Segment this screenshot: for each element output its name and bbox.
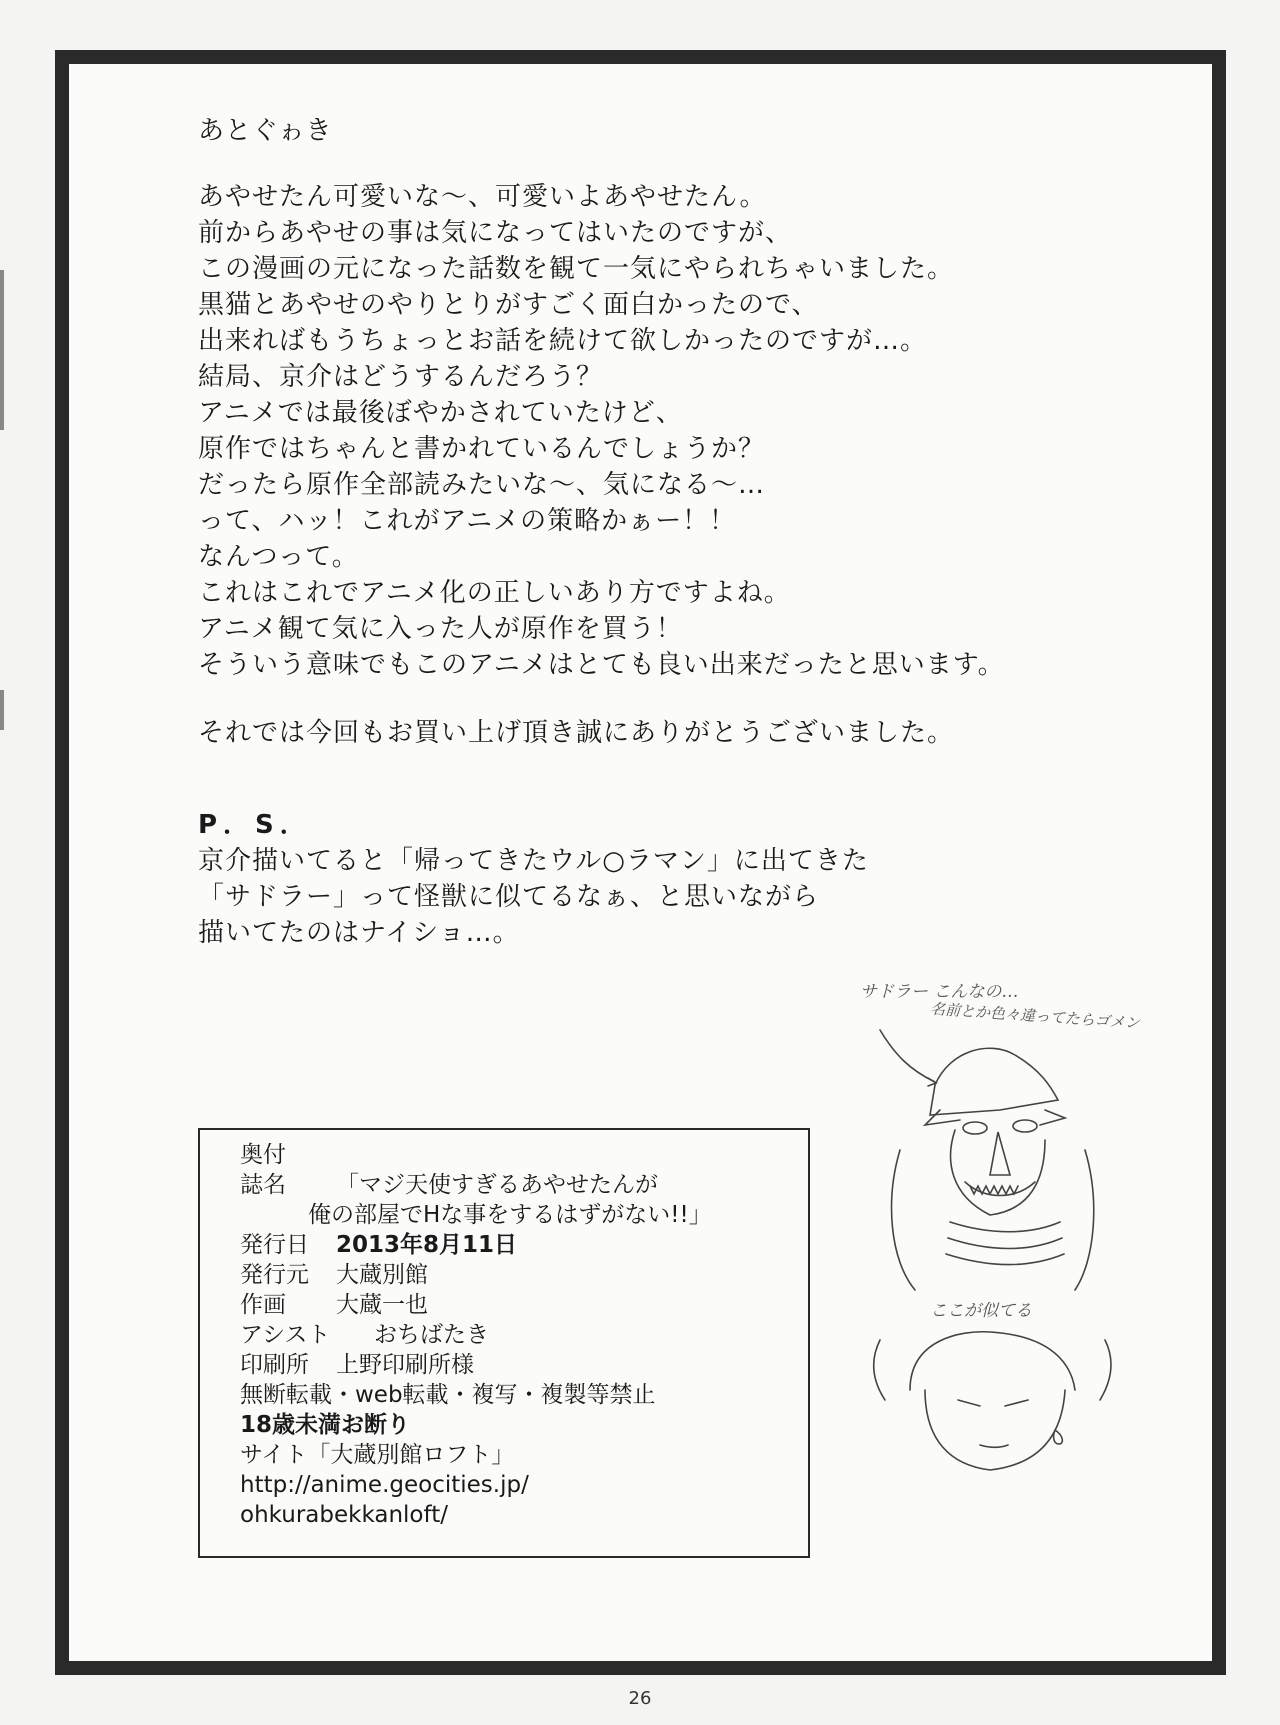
afterword-line: 出来ればもうちょっとお話を続けて欲しかったのですが…。 — [198, 326, 928, 356]
colophon-printer-row — [240, 1350, 808, 1380]
scan-margin-mark — [0, 690, 4, 730]
ps-label: P．S． — [198, 810, 312, 840]
colophon-title: 奥付 — [240, 1142, 286, 1168]
ps-line: 「サドラー」って怪獣に似てるなぁ、と思いながら — [198, 882, 820, 912]
boy-hair — [910, 1332, 1075, 1390]
colophon-printer-label: 印刷所 — [240, 1352, 309, 1378]
colophon-name-value: 「マジ天使すぎるあやせたんが — [336, 1172, 658, 1198]
monster-ear-right — [1040, 1110, 1065, 1125]
colophon-name-value-line2: 俺の部屋でHな事をするはずがない!!」 — [308, 1202, 712, 1228]
ps-body — [198, 843, 1138, 951]
sketch-note-mid: ここが似てる — [930, 1301, 1032, 1321]
afterword-line: だったら原作全部読みたいな～、気になる～… — [198, 470, 766, 500]
colophon-box — [198, 1128, 810, 1558]
ps-line: 描いてたのはナイショ…。 — [198, 918, 520, 948]
arrow-line — [880, 1030, 935, 1082]
afterword-line: アニメ観て気に入った人が原作を買う！ — [198, 614, 683, 644]
afterword-line: 前からあやせの事は気になってはいたのですが、 — [198, 218, 793, 248]
colophon-publisher-label: 発行元 — [240, 1262, 309, 1288]
colophon-publisher-value: 大蔵別館 — [336, 1262, 428, 1288]
monster-face — [951, 1130, 1045, 1215]
afterword-line: 黒猫とあやせのやりとりがすごく面白かったので、 — [198, 290, 819, 320]
afterword-line: って、ハッ！これがアニメの策略かぁー！！ — [198, 506, 737, 536]
sketch-drawing — [840, 960, 1170, 1490]
sketch-note-top1: サドラー こんなの… — [860, 982, 1019, 1002]
colophon-printer-value: 上野印刷所様 — [336, 1352, 474, 1378]
colophon-artist-value: 大蔵一也 — [336, 1292, 428, 1318]
colophon-assist-row — [240, 1320, 808, 1350]
colophon-artist-label: 作画 — [240, 1292, 286, 1318]
boy-eye-left — [958, 1400, 980, 1406]
colophon-notice: 無断転載・web転載・複写・複製等禁止 — [240, 1382, 656, 1408]
sketch-illustration — [840, 960, 1170, 1490]
monster-body-left — [892, 1150, 915, 1290]
sweat-drop — [1054, 1430, 1063, 1444]
monster-stripes — [946, 1222, 1064, 1265]
afterword-line: 原作ではちゃんと書かれているんでしょうか？ — [198, 434, 766, 464]
afterword-line: この漫画の元になった話数を観て一気にやられちゃいました。 — [198, 254, 955, 284]
afterword-line: そういう意味でもこのアニメはとても良い出来だったと思います。 — [198, 650, 1005, 680]
monster-eye-left — [963, 1122, 987, 1134]
ps-line: 京介描いてると「帰ってきたウル○ラマン」に出てきた — [198, 846, 869, 876]
boy-eye-right — [1005, 1400, 1028, 1406]
colophon-date-label: 発行日 — [240, 1232, 309, 1258]
colophon-name-label: 誌名 — [240, 1172, 286, 1198]
afterword-heading: あとぐゎき — [198, 116, 333, 146]
afterword-line: あやせたん可愛いな～、可愛いよあやせたん。 — [198, 182, 767, 212]
afterword-line: アニメでは最後ぼやかされていたけど、 — [198, 398, 683, 428]
page-number: 26 — [628, 1688, 652, 1709]
afterword-line: 結局、京介はどうするんだろう？ — [198, 362, 604, 392]
sketch-note-top2: 名前とか色々違ってたらゴメン — [929, 999, 1141, 1033]
colophon-age-notice: 18歳未満お断り — [240, 1412, 411, 1438]
scan-margin-mark — [0, 270, 4, 430]
monster-eye-right — [1013, 1120, 1037, 1132]
colophon-date-row — [240, 1230, 808, 1260]
monster-body-right — [1075, 1150, 1094, 1290]
afterword-line: これはこれでアニメ化の正しいあり方ですよね。 — [198, 578, 791, 608]
colophon-assist-value: おちばたき — [374, 1322, 489, 1348]
colophon-publisher-row — [240, 1260, 808, 1290]
boy-mouth — [980, 1445, 1008, 1447]
colophon-url-line1: http://anime.geocities.jp/ — [240, 1472, 529, 1498]
afterword-line: なんつって。 — [198, 542, 359, 572]
afterword-body — [198, 179, 1138, 683]
colophon-assist-label: アシスト — [240, 1322, 331, 1348]
monster-head — [930, 1048, 1058, 1115]
monster-nose — [990, 1132, 1010, 1175]
boy-arc-right — [1100, 1340, 1111, 1400]
colophon-site: サイト「大蔵別館ロフト」 — [240, 1442, 515, 1468]
colophon-url-line2: ohkurabekkanloft/ — [240, 1502, 448, 1528]
afterword-section — [198, 113, 1138, 951]
colophon-date-value: 2013年8月11日 — [336, 1232, 518, 1258]
colophon-name-row — [240, 1170, 808, 1200]
boy-arc-left — [874, 1340, 885, 1400]
afterword-thanks: それでは今回もお買い上げ頂き誠にありがとうございました。 — [198, 718, 955, 748]
colophon-artist-row — [240, 1290, 808, 1320]
boy-face — [925, 1390, 1065, 1470]
